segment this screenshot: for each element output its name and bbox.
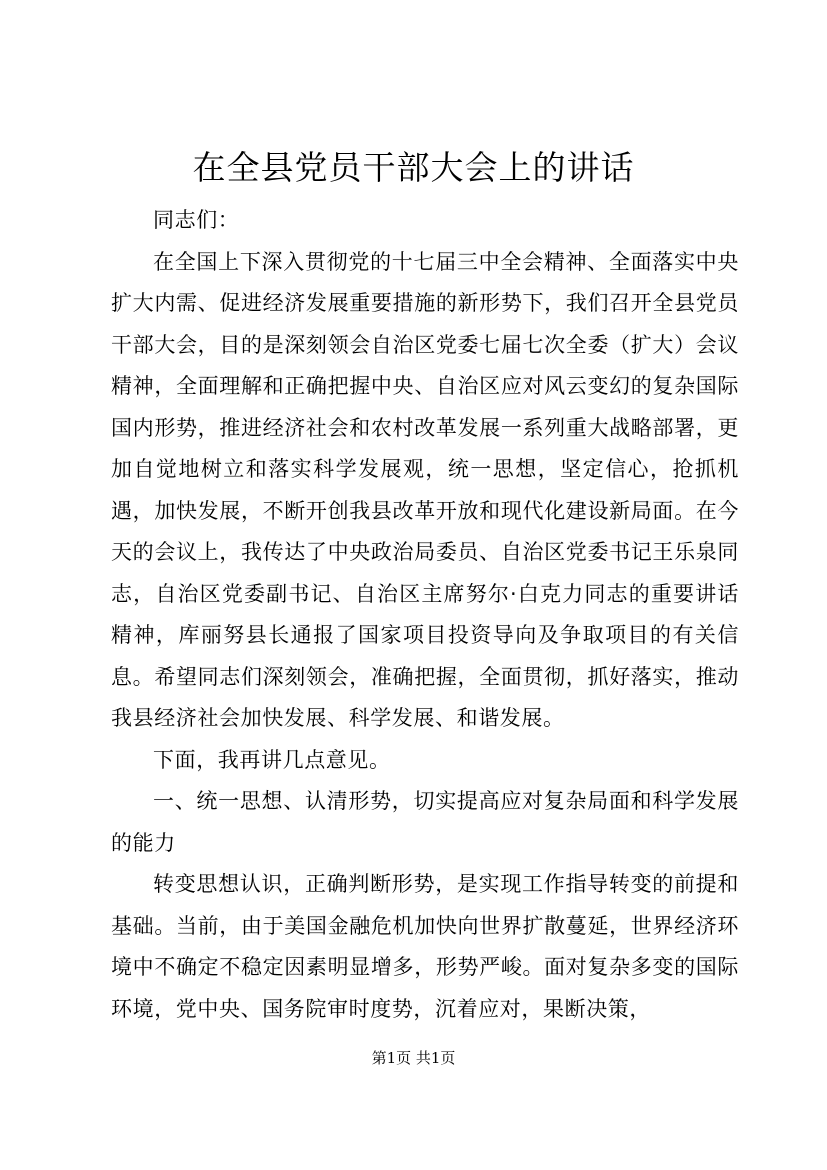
document-title: 在全县党员干部大会上的讲话: [192, 148, 635, 187]
page-number-footer: 第1页 共1页: [371, 1049, 456, 1067]
paragraph-salutation: 同志们：: [153, 208, 240, 232]
document-body: [111, 200, 739, 1030]
paragraph-section-one-body: 转变思想认识，正确判断形势，是实现工作指导转变的前提和基础。当前，由于美国金融危机加快向世界扩散蔓延，世界经济环境中不确定不稳定因素明显增多，形势严峻。面对复杂多变的国际环境，党中央、国务院审时度势，沉着应对，果断决策，: [111, 872, 739, 1021]
paragraph-introduction: 在全国上下深入贯彻党的十七届三中全会精神、全面落实中央扩大内需、促进经济发展重要措施的新形势下，我们召开全县党员干部大会，目的是深刻领会自治区党委七届七次全委（扩大）会议精神，全面理解和正确把握中央、自治区应对风云变幻的复杂国际国内形势，推进经济社会和农村改革发展一系列重大战略部署，更加自觉地树立和落实科学发展观，统一思想，坚定信心，抢抓机遇，加快发展，不断开创我县改革开放和现代化建设新局面。在今天的会议上，我传达了中央政治局委员、自治区党委书记王乐泉同志，自治区党委副书记、自治区主席努尔·白克力同志的重要讲话精神，库丽努县长通报了国家项目投资导向及争取项目的有关信息。希望同志们深刻领会，准确把握，全面贯彻，抓好落实，推动我县经济社会加快发展、科学发展、和谐发展。: [111, 249, 739, 730]
section-heading-one: 一、统一思想、认清形势，切实提高应对复杂局面和科学发展的能力: [111, 789, 739, 855]
paragraph-transition: 下面，我再讲几点意见。: [153, 747, 391, 772]
